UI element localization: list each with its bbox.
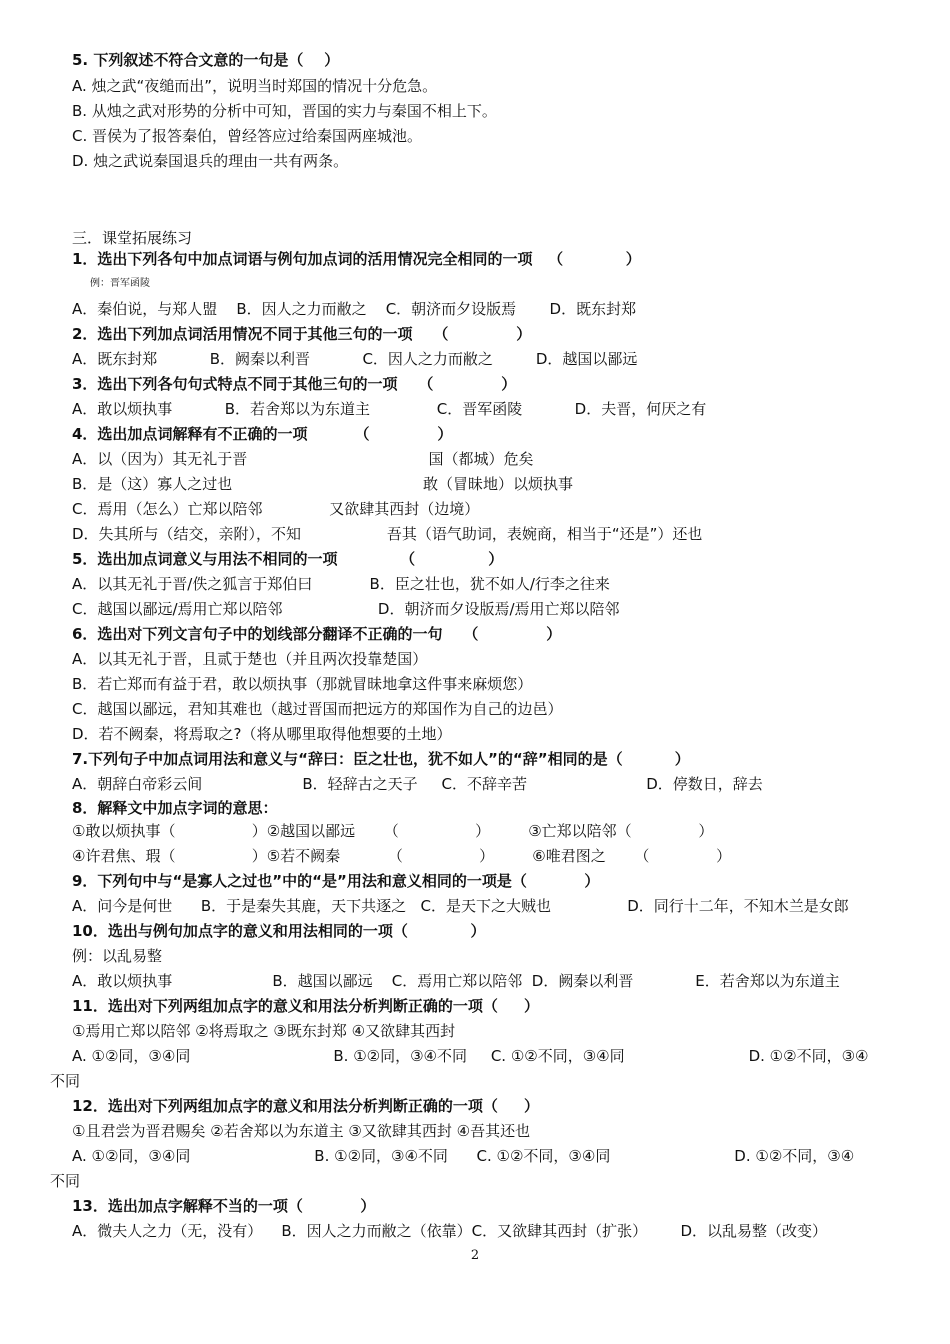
question-5-option-c: C. 晋侯为了报答秦伯，曾经答应过给秦国两座城池。 [72, 127, 423, 145]
exercise-line: ①且君尝为晋君赐矣 ②若舍郑以为东道主 ③又欲肆其西封 ④吾其还也 [72, 1122, 531, 1140]
exercise-line: A．问今是何世 B．于是秦失其鹿，天下共逐之 C．是天下之大贼也 D．同行十二年，不知木兰是女郎 [72, 897, 849, 915]
exercise-line: 7.下列句子中加点词用法和意义与“辞曰：臣之壮也，犹不如人”的“辞”相同的是（ ） [72, 750, 690, 768]
exercise-line: 2．选出下列加点词活用情况不同于其他三句的一项 （ ） [72, 325, 532, 343]
exercise-line: D．失其所与（结交，亲附），不知 吾其（语气助词，表婉商，相当于“还是”）还也 [72, 525, 703, 543]
exercise-line: 4．选出加点词解释有不正确的一项 （ ） [72, 425, 453, 443]
question-5-option-d: D. 烛之武说秦国退兵的理由一共有两条。 [72, 152, 349, 170]
exercise-line: 8．解释文中加点字词的意思： [72, 799, 278, 817]
exercise-line: A．以其无礼于晋，且贰于楚也（并且两次投靠楚国） [72, 650, 428, 668]
exercise-line: A. ①②同，③④同 B. ①②同，③④不同 C. ①②不同，③④同 D. ①②不同，③④ [72, 1047, 869, 1065]
exercise-line: 9．下列句中与“是寡人之过也”中的“是”用法和意义相同的一项是（ ） [72, 872, 600, 890]
question-5-option-b: B. 从烛之武对形势的分析中可知，晋国的实力与秦国不相上下。 [72, 102, 497, 120]
exercise-line: ①焉用亡郑以陪邻 ②将焉取之 ③既东封郑 ④又欲肆其西封 [72, 1022, 456, 1040]
exercise-line: 例：晋军函陵 [90, 278, 150, 289]
exercise-line: 不同 [50, 1172, 81, 1190]
exercise-line: A．以（因为）其无礼于晋 国（都城）危矣 [72, 450, 534, 468]
exercise-line: 3．选出下列各句句式特点不同于其他三句的一项 （ ） [72, 375, 517, 393]
exercise-line: C．焉用（怎么）亡郑以陪邻 又欲肆其西封（边境） [72, 500, 480, 518]
exercise-line: A．敢以烦执事 B．若舍郑以为东道主 C．晋军函陵 D．夫晋，何厌之有 [72, 400, 707, 418]
exercise-line: 不同 [50, 1072, 81, 1090]
section-title: 三．课堂拓展练习 [72, 229, 193, 247]
exercise-line: A．微夫人之力（无，没有） B．因人之力而敝之（依靠）C．又欲肆其西封（扩张） D．以乱易整（改变） [72, 1222, 828, 1240]
exercise-line: C．越国以鄙远/焉用亡郑以陪邻 D．朝济而夕设版焉/焉用亡郑以陪邻 [72, 600, 620, 618]
exercise-line: B．若亡郑而有益于君，敢以烦执事（那就冒昧地拿这件事来麻烦您） [72, 675, 533, 693]
exercise-line: A．以其无礼于晋/佚之狐言于郑伯曰 B．臣之壮也，犹不如人/行李之往来 [72, 575, 610, 593]
exercise-line: A. ①②同，③④同 B. ①②同，③④不同 C. ①②不同，③④同 D. ①②不同，③④ [72, 1147, 855, 1165]
exercise-line: A．敢以烦执事 B．越国以鄙远 C．焉用亡郑以陪邻 D．阙秦以利晋 E．若舍郑以为东道主 [72, 972, 840, 990]
exercise-line: 12．选出对下列两组加点字的意义和用法分析判断正确的一项（ ） [72, 1097, 539, 1115]
question-5-title: 5. 下列叙述不符合文意的一句是（ ） [72, 51, 340, 69]
exercise-line: A．既东封郑 B．阙秦以利晋 C．因人之力而敝之 D．越国以鄙远 [72, 350, 638, 368]
exercise-line: C．越国以鄙远，君知其难也（越过晋国而把远方的郑国作为自己的边邑） [72, 700, 563, 718]
exercise-line: ①敢以烦执事（ ）②越国以鄙远 （ ） ③亡郑以陪邻（ ） [72, 822, 714, 840]
exercise-line: 13．选出加点字解释不当的一项（ ） [72, 1197, 376, 1215]
exercise-line: 5．选出加点词意义与用法不相同的一项 （ ） [72, 550, 504, 568]
exercise-line: A．秦伯说，与郑人盟 B．因人之力而敝之 C．朝济而夕设版焉 D．既东封郑 [72, 300, 637, 318]
question-5-option-a: A. 烛之武“夜缒而出”，说明当时郑国的情况十分危急。 [72, 77, 438, 95]
exercise-line: 11．选出对下列两组加点字的意义和用法分析判断正确的一项（ ） [72, 997, 539, 1015]
exercise-line: D．若不阙秦，将焉取之?（将从哪里取得他想要的土地） [72, 725, 452, 743]
exercise-line: 例：以乱易整 [72, 947, 163, 965]
exercise-line: 10．选出与例句加点字的意义和用法相同的一项（ ） [72, 922, 486, 940]
exercise-line: ④许君焦、瑕（ ）⑤若不阙秦 （ ） ⑥唯君图之 （ ） [72, 847, 732, 865]
exercise-line: 1．选出下列各句中加点词语与例句加点词的活用情况完全相同的一项 （ ） [72, 250, 641, 268]
exercise-line: A．朝辞白帝彩云间 B．轻辞古之天子 C．不辞辛苦 D．停数日，辞去 [72, 775, 763, 793]
exercise-line: 6．选出对下列文言句子中的划线部分翻译不正确的一句 （ ） [72, 625, 562, 643]
exercise-line: B．是（这）寡人之过也 敢（冒昧地）以烦执事 [72, 475, 574, 493]
page-number: 2 [470, 1248, 480, 1263]
